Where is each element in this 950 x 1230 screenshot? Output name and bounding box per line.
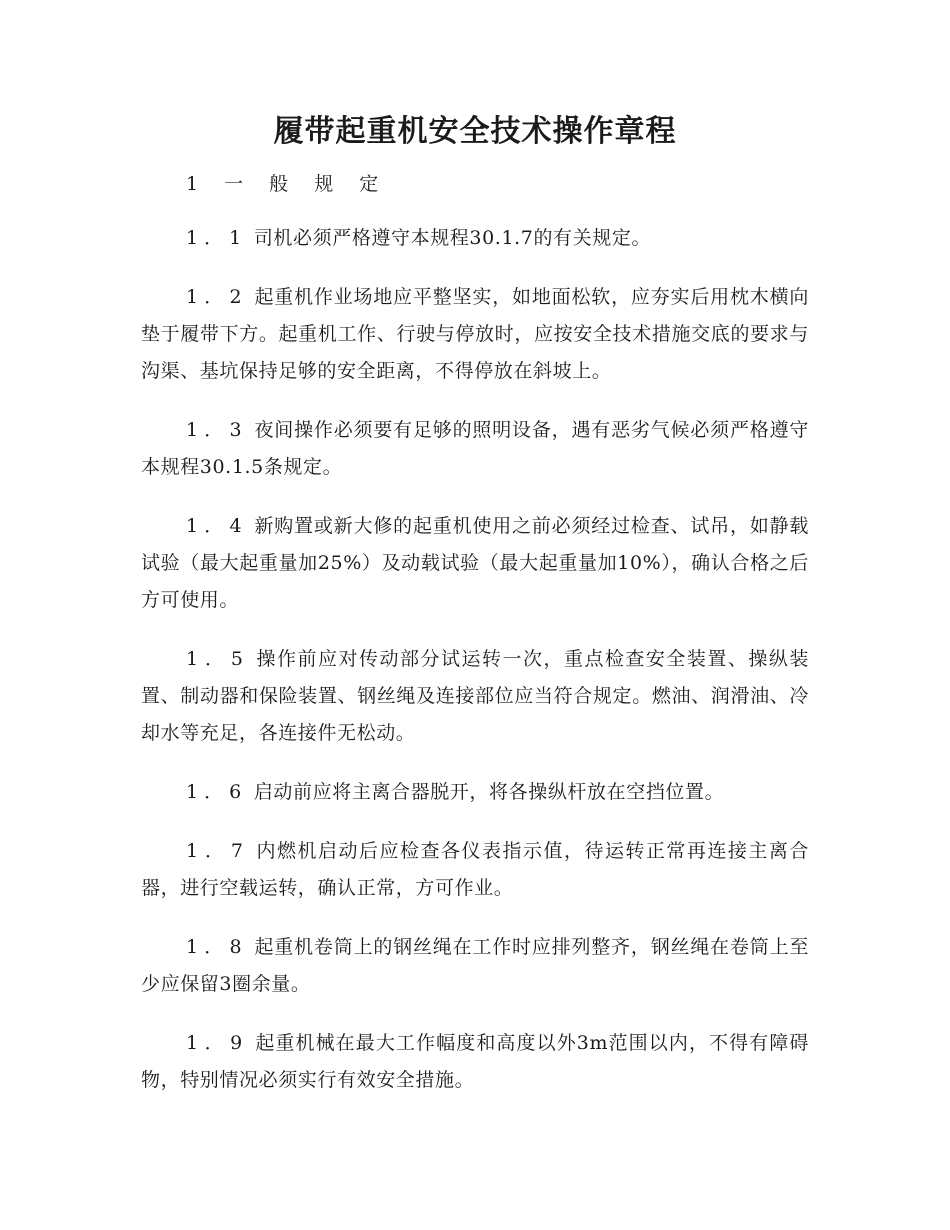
paragraph-1-5 (141, 641, 809, 752)
paragraph-1-3 (141, 412, 809, 486)
clause-number: 1．9 (186, 1032, 249, 1054)
section-heading: 1 一 般 规 定 (186, 173, 389, 195)
clause-text: 夜间操作必须要有足够的照明设备，遇有恶劣气候必须严格遵守本规程30.1.5条规定。 (141, 419, 809, 478)
paragraph-1-6 (141, 774, 809, 811)
paragraph-1-8 (141, 929, 809, 1003)
paragraph-1-4 (141, 508, 809, 619)
clause-number: 1．7 (186, 840, 249, 862)
clause-number: 1．4 (186, 515, 248, 537)
clause-number: 1．6 (186, 781, 248, 803)
clause-text: 启动前应将主离合器脱开，将各操纵杆放在空挡位置。 (253, 781, 725, 803)
clause-number: 1．5 (186, 648, 249, 670)
clause-text: 起重机卷筒上的钢丝绳在工作时应排列整齐，钢丝绳在卷筒上至少应保留3圈余量。 (141, 936, 809, 995)
clause-number: 1．2 (186, 286, 248, 308)
clause-text: 新购置或新大修的起重机使用之前必须经过检查、试吊，如静载试验（最大起重量加25%）及动载试验（最大起重量加10%），确认合格之后方可使用。 (141, 515, 809, 611)
clause-text: 内燃机启动后应检查各仪表指示值，待运转正常再连接主离合器，进行空载运转，确认正常，方可作业。 (141, 840, 809, 899)
clause-number: 1．8 (186, 936, 248, 958)
clause-text: 起重机械在最大工作幅度和高度以外3m范围以内，不得有障碍物，特别情况必须实行有效安全措施。 (141, 1032, 810, 1091)
clause-text: 起重机作业场地应平整坚实，如地面松软，应夯实后用枕木横向垫于履带下方。起重机工作、行驶与停放时，应按安全技术措施交底的要求与沟渠、基坑保持足够的安全距离，不得停放在斜坡上。 (141, 286, 809, 382)
paragraph-1-9 (141, 1025, 809, 1099)
document-title: 履带起重机安全技术操作章程 (273, 114, 677, 149)
clause-number: 1．3 (186, 419, 248, 441)
paragraph-1-1 (141, 220, 809, 257)
clause-text: 司机必须严格遵守本规程30.1.7的有关规定。 (253, 227, 652, 249)
paragraph-1-2 (141, 279, 809, 390)
clause-text: 操作前应对传动部分试运转一次，重点检查安全装置、操纵装置、制动器和保险装置、钢丝绳及连接部位应当符合规定。燃油、润滑油、冷却水等充足，各连接件无松动。 (141, 648, 809, 744)
document-body (141, 220, 809, 1121)
paragraph-1-7 (141, 833, 809, 907)
clause-number: 1．1 (186, 227, 248, 249)
